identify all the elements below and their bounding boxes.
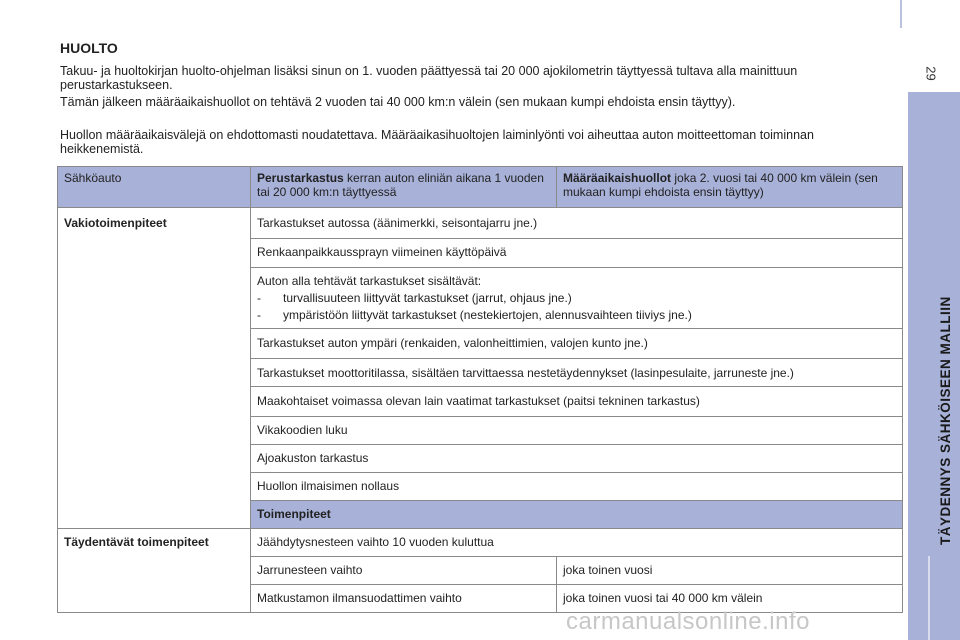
actions-header: Toimenpiteet [251, 501, 903, 529]
additional-operations-label: Täydentävät toimenpiteet [58, 529, 251, 613]
list-item: - turvallisuuteen liittyvät tarkastukset (jarrut, ohjaus jne.) [257, 291, 572, 305]
table-cell: Vikakoodien luku [251, 417, 903, 445]
header-periodic-service: Määräaikaishuollot joka 2. vuosi tai 40 000 km välein (sen mukaan kumpi ehdoista ensin täyttyy) [557, 167, 903, 208]
table-header-row [58, 167, 903, 208]
table-cell: Maakohtaiset voimassa olevan lain vaatimat tarkastukset (paitsi tekninen tarkastus) [251, 387, 903, 417]
under-car-title: Auton alla tehtävät tarkastukset sisältävät: [257, 274, 482, 288]
table-cell: Jäähdytysnesteen vaihto 10 vuoden kuluttua [251, 529, 903, 557]
standard-operations-label: Vakiotoimenpiteet [58, 208, 251, 529]
table-cell: Matkustamon ilmansuodattimen vaihto [251, 585, 557, 613]
table-cell: joka toinen vuosi [557, 557, 903, 585]
table-cell: joka toinen vuosi tai 40 000 km välein [557, 585, 903, 613]
table-cell: Tarkastukset moottoritilassa, sisältäen tarvittaessa nestetäydennykset (lasinpesulaite, jarruneste jne.) [251, 359, 903, 387]
header-basic-inspection: Perustarkastus kerran auton eliniän aikana 1 vuoden tai 20 000 km:n täyttyessä [251, 167, 557, 208]
interval-paragraph: Tämän jälkeen määräaikaishuollot on tehtävä 2 vuoden tai 40 000 km:n välein (sen mukaan kumpi ehdoista ensin täyttyy). [60, 95, 736, 109]
table-cell: Tarkastukset auton ympäri (renkaiden, valonheittimien, valojen kunto jne.) [251, 329, 903, 359]
table-row [58, 529, 903, 557]
table-cell: Renkaanpaikkaussprayn viimeinen käyttöpäivä [251, 239, 903, 268]
table-cell: Ajoakuston tarkastus [251, 445, 903, 473]
table-cell: Jarrunesteen vaihto [251, 557, 557, 585]
chapter-title: TÄYDENNYS SÄHKÖISEEN MALLIIN [938, 296, 953, 545]
warning-paragraph: Huollon määräaikaisvälejä on ehdottomasti noudatettava. Määräaikasihuoltojen laiminlyönti voi aiheuttaa auton moitteettoman toiminnan heikkenemistä. [60, 128, 814, 156]
section-title: HUOLTO [60, 40, 118, 56]
table-cell: Tarkastukset autossa (äänimerkki, seisontajarru jne.) [251, 208, 903, 239]
header-electric-car: Sähköauto [58, 167, 251, 208]
under-car-cell [251, 268, 903, 329]
page-number: 29 [923, 66, 939, 81]
list-item: - ympäristöön liittyvät tarkastukset (nestekiertojen, alennusvaihteen tiiviys jne.) [257, 308, 692, 322]
maintenance-table [57, 166, 903, 613]
intro-paragraph: Takuu- ja huoltokirjan huolto-ohjelman lisäksi sinun on 1. vuoden päättyessä tai 20 000 ajokilometrin täyttyessä tultava alla mainittuun perustarkastukseen. [60, 64, 798, 92]
table-cell: Huollon ilmaisimen nollaus [251, 473, 903, 501]
top-divider-line [900, 0, 902, 28]
table-row [58, 208, 903, 239]
watermark-text: carmanualsonline.info [566, 608, 810, 635]
sidebar-divider [928, 556, 930, 640]
